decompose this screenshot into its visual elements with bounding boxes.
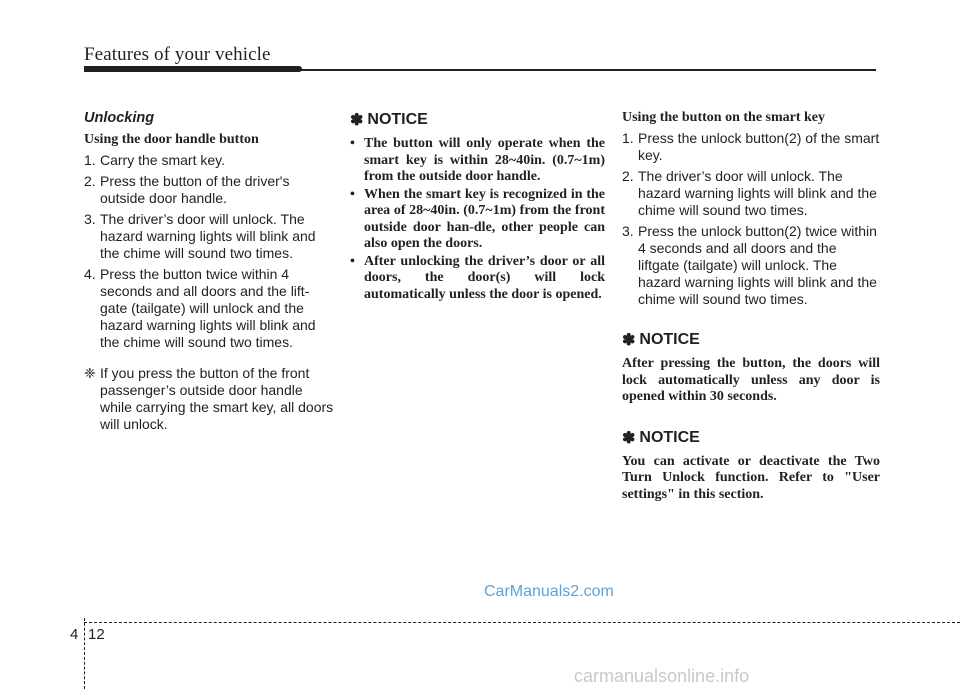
list-item	[622, 168, 880, 219]
column-middle	[350, 110, 605, 304]
step-number: 2.	[84, 173, 96, 189]
notice-text: You can activate or deactivate the Two Turn Unlock function. Refer to "User settings" in this section.	[622, 453, 880, 502]
section-heading-unlocking: Unlocking	[84, 110, 155, 126]
step-number: 2.	[622, 168, 634, 184]
notice-text: After pressing the button, the doors will lock automatically unless any door is opened within 30 seconds.	[622, 356, 880, 404]
watermark-link[interactable]: CarManuals2.com	[484, 583, 614, 600]
list-item	[350, 136, 605, 186]
step-text: The driver’s door will unlock. The hazard warning lights will blink and the chime will sound two times.	[100, 211, 316, 261]
smart-key-steps	[622, 130, 880, 308]
page-header-title: Features of your vehicle	[84, 44, 271, 65]
step-number: 4.	[84, 266, 96, 282]
list-item	[350, 187, 605, 253]
chapter-number: 4	[70, 626, 79, 643]
step-number: 1.	[622, 130, 634, 146]
list-item	[84, 152, 334, 169]
note-mark-icon: ❈	[84, 365, 96, 381]
list-item	[622, 130, 880, 164]
page-number: 12	[88, 626, 105, 643]
step-text: Press the unlock button(2) of the smart key.	[638, 130, 880, 163]
notice-star-icon: ✽	[622, 429, 636, 447]
bullet-icon: •	[350, 136, 355, 151]
step-number: 1.	[84, 152, 96, 168]
site-watermark: carmanualsonline.info	[574, 666, 750, 686]
list-item	[350, 254, 605, 304]
door-handle-steps	[84, 152, 334, 351]
step-text: The driver’s door will unlock. The hazard warning lights will blink and the chime will sound two times.	[638, 168, 877, 218]
list-item	[84, 173, 334, 207]
bullet-text: After unlocking the driver’s door or all doors, the door(s) will lock automatically unless the door is opened.	[364, 253, 605, 302]
bullet-icon: •	[350, 186, 355, 202]
notice-heading-label: NOTICE	[639, 331, 700, 348]
step-text: Carry the smart key.	[100, 152, 225, 168]
column-left	[84, 110, 334, 433]
bullet-text: When the smart key is recognized in the area of 28~40in. (0.7~1m) from the front outside door han-dle, other people can also open the doors.	[364, 186, 605, 251]
bullet-text: The button will only operate when the smart key is within 28~40in. (0.7~1m) from the outside door handle.	[364, 136, 605, 184]
bullet-icon: •	[350, 253, 355, 269]
notice-heading-label: NOTICE	[367, 111, 428, 128]
step-text: Press the unlock button(2) twice within 4 seconds and all doors and the liftgate (tailgate) will unlock. The hazard warning lights will blink and the chime will sound two times.	[638, 223, 877, 307]
step-number: 3.	[622, 223, 634, 239]
sub-heading-door-handle: Using the door handle button	[84, 132, 259, 147]
list-item	[622, 223, 880, 308]
notice-auto-lock	[622, 330, 880, 406]
notice-heading	[350, 110, 605, 130]
step-text: Press the button twice within 4 seconds and all doors and the lift-gate (tailgate) will unlock and the hazard warning lights will blink and the chime will sound two times.	[100, 266, 316, 350]
header-rule-thick	[84, 66, 302, 72]
notice-heading-label: NOTICE	[639, 428, 700, 446]
list-item	[84, 211, 334, 262]
footer-vertical-rule	[84, 618, 85, 689]
notice-heading	[622, 428, 880, 448]
column-right	[622, 110, 880, 503]
footer-rule	[84, 622, 960, 623]
note-text: If you press the button of the front passenger’s outside door handle while carrying the smart key, all doors will unlock.	[100, 365, 334, 432]
notice-heading	[622, 330, 880, 350]
front-passenger-note	[84, 365, 334, 433]
list-item	[84, 266, 334, 351]
header-rule-thin	[298, 69, 876, 71]
sub-heading-smart-key-button: Using the button on the smart key	[622, 110, 826, 125]
notice-two-turn-unlock	[622, 428, 880, 504]
step-number: 3.	[84, 211, 96, 227]
step-text: Press the button of the driver's outside door handle.	[100, 173, 290, 206]
notice-star-icon: ✽	[350, 112, 364, 129]
notice-bullets	[350, 136, 605, 303]
notice-star-icon: ✽	[622, 332, 636, 349]
